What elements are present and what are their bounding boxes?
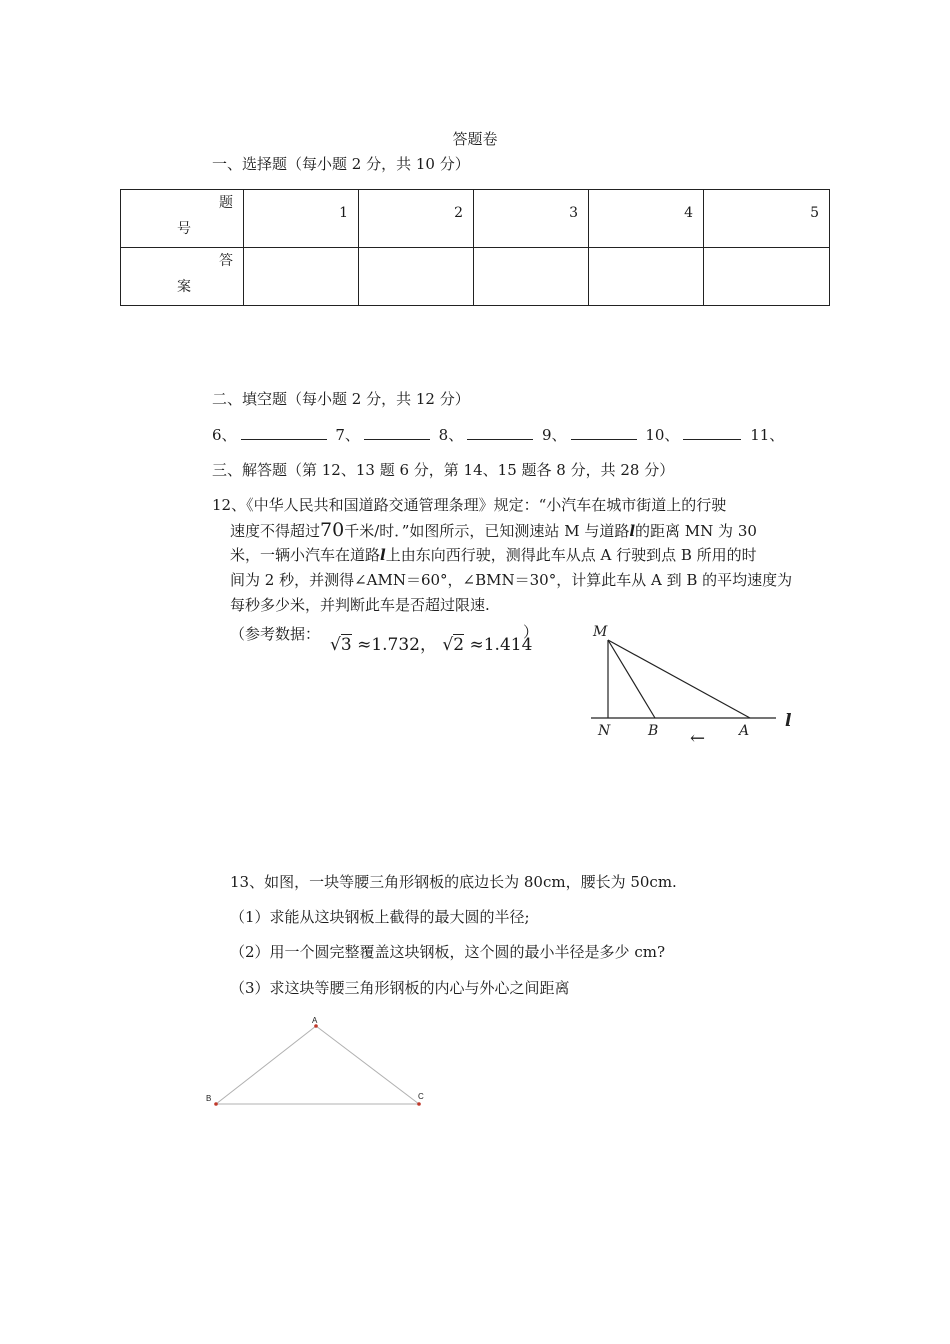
reference-data (230, 623, 320, 644)
question-number: 5 (810, 205, 819, 221)
label-M: M (593, 624, 608, 640)
vertex-B (214, 1102, 218, 1106)
sqrt3-value: ≈1.732 (357, 635, 420, 655)
label-C: C (418, 1092, 424, 1101)
answer-cell[interactable] (359, 248, 474, 306)
blank-label: 8、 (438, 426, 464, 444)
header-top-text: 题 (219, 195, 233, 211)
separator: ， (420, 635, 437, 655)
label-A: A (739, 723, 750, 739)
answer-header-cell (121, 248, 244, 306)
answer-cell[interactable] (704, 248, 830, 306)
blank-line[interactable] (241, 425, 327, 440)
road-symbol: l (380, 546, 386, 564)
question-number-cell (244, 190, 359, 248)
question-number: 2 (454, 205, 463, 221)
answer-cell[interactable] (244, 248, 359, 306)
label-B: B (648, 723, 659, 739)
blank-line[interactable] (683, 425, 741, 440)
blank-line[interactable] (364, 425, 430, 440)
vertex-C (417, 1102, 421, 1106)
page-title: 答题卷 (452, 130, 498, 148)
q13-figure (200, 1012, 440, 1112)
sqrt-symbol: √ (442, 635, 454, 655)
q12-line4: 间为 2 秒，并测得∠AMN＝60°，∠BMN＝30°，计算此车从 A 到 B 的平均速度为 (230, 571, 793, 589)
label-l: l (785, 711, 792, 731)
question-number: 4 (684, 205, 693, 221)
answer-cell[interactable] (589, 248, 704, 306)
answer-top-text: 答 (219, 253, 233, 269)
direction-arrow-icon: ← (690, 728, 706, 748)
q13-part2: （2）用一个圆完整覆盖这块钢板，这个圆的最小半径是多少 cm? (230, 943, 665, 961)
sqrt3-radicand: 3 (340, 635, 352, 655)
q12-line2 (230, 519, 757, 541)
label-N: N (598, 723, 611, 739)
road-symbol: l (629, 522, 636, 540)
q12-text: 速度不得超过 (230, 522, 321, 540)
answer-table (120, 189, 830, 306)
q12-line3 (230, 544, 757, 565)
segment-MA (608, 640, 750, 718)
header-cell (121, 190, 244, 248)
side-AB (216, 1026, 316, 1104)
q12-text: 米，一辆小汽车在道路 (230, 546, 381, 564)
side-AC (316, 1026, 419, 1104)
blank-line[interactable] (467, 425, 533, 440)
q12-figure (580, 618, 810, 748)
q13-intro: 13、如图，一块等腰三角形钢板的底边长为 80cm，腰长为 50cm. (230, 873, 677, 891)
speed-limit-value: 70 (320, 519, 345, 541)
reference-label: （参考数据： (230, 625, 321, 643)
section2-heading: 二、填空题（每小题 2 分，共 12 分） (212, 390, 470, 408)
reference-values (330, 630, 532, 655)
table-row (121, 190, 830, 248)
label-B: B (206, 1094, 212, 1103)
section1-heading: 一、选择题（每小题 2 分，共 10 分） (212, 155, 470, 173)
reference-close: ） (523, 623, 539, 641)
sqrt-symbol: √ (330, 635, 341, 655)
section3-heading: 三、解答题（第 12、13 题 6 分，第 14、15 题各 8 分，共 28 分） (212, 461, 675, 479)
fill-blank-row (212, 424, 784, 445)
q12-line5: 每秒多少米，并判断此车是否超过限速. (230, 596, 490, 614)
header-bottom-text: 号 (177, 221, 191, 237)
question-number-cell (359, 190, 474, 248)
question-number-cell (474, 190, 589, 248)
sqrt2-radicand: 2 (453, 635, 465, 655)
segment-MB (608, 640, 655, 718)
blank-label: 11、 (750, 426, 785, 444)
q12-line1: 12、《中华人民共和国道路交通管理条理》规定：“小汽车在城市街道上的行驶 (212, 496, 727, 514)
question-number-cell (589, 190, 704, 248)
blank-label: 9、 (541, 426, 567, 444)
blank-label: 10、 (645, 426, 680, 444)
question-number: 1 (339, 205, 348, 221)
q12-text: 千米/时．”如图所示，已知测速站 M 与道路 (344, 522, 630, 540)
table-row (121, 248, 830, 306)
label-A: A (312, 1016, 318, 1025)
question-number: 3 (569, 205, 578, 221)
q13-part3: （3）求这块等腰三角形钢板的内心与外心之间距离 (230, 979, 570, 997)
q13-part1: （1）求能从这块钢板上截得的最大圆的半径; (230, 908, 530, 926)
blank-line[interactable] (571, 425, 637, 440)
answer-cell[interactable] (474, 248, 589, 306)
blank-label: 7、 (335, 426, 360, 444)
answer-bottom-text: 案 (177, 279, 191, 295)
q12-text: 的距离 MN 为 30 (635, 522, 757, 540)
blank-label: 6、 (212, 426, 237, 444)
sqrt2-value: ≈1.414 (469, 635, 533, 655)
q12-text: 上由东向西行驶，测得此车从点 A 行驶到点 B 所用的时 (385, 546, 757, 564)
question-number-cell (704, 190, 830, 248)
